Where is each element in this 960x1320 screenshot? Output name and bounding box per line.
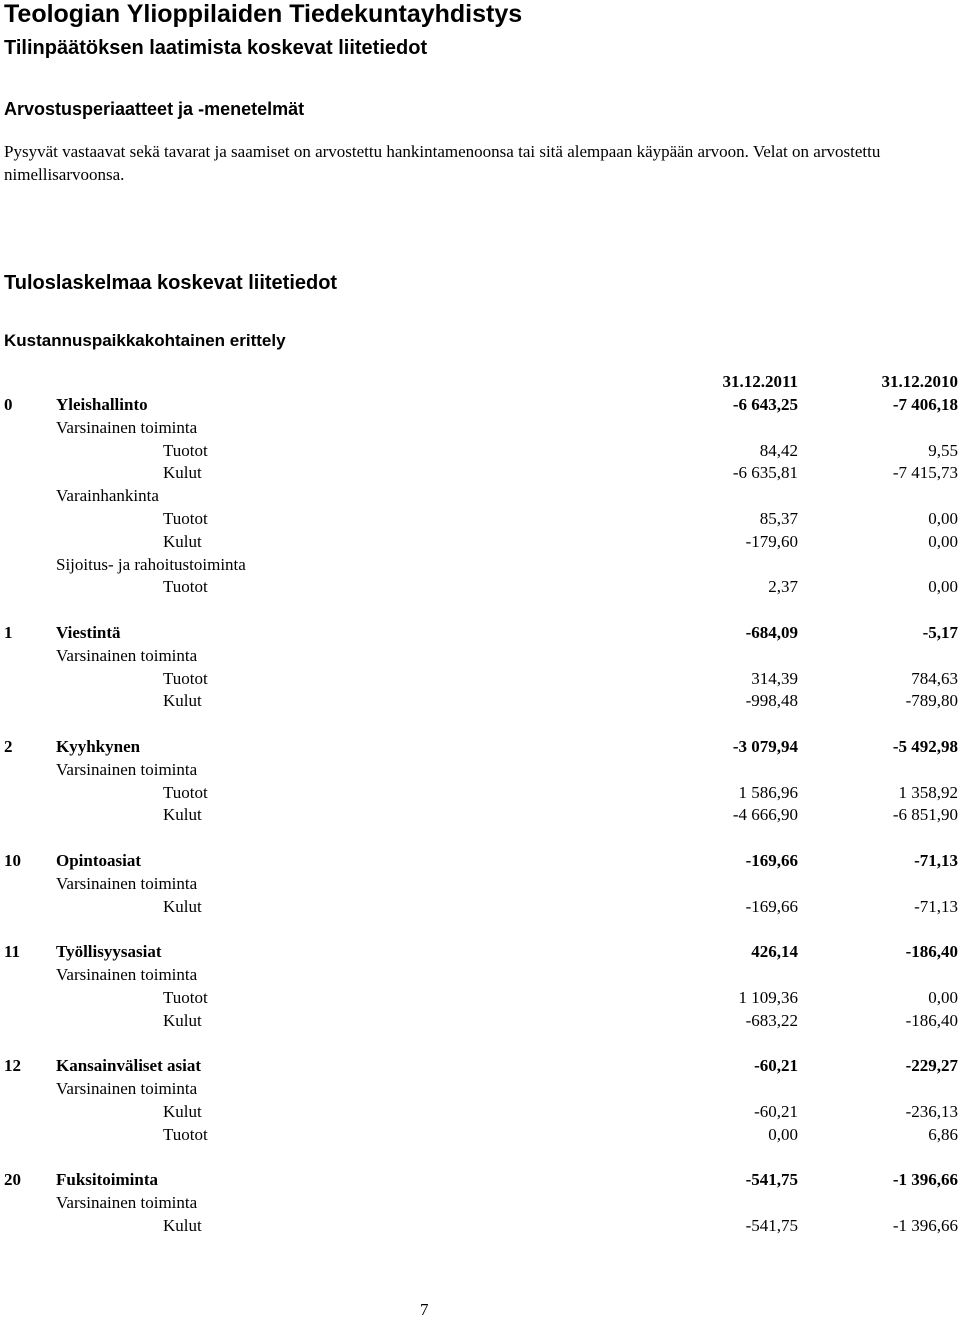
group-row [0, 942, 960, 965]
value-2011: -6 635,81 [732, 463, 798, 482]
value-2011: 426,14 [751, 942, 798, 961]
subgroup-row [0, 965, 960, 988]
cost-center-code: 11 [4, 942, 21, 961]
value-2010: 1 358,92 [898, 783, 958, 802]
value-2010: 0,00 [928, 577, 958, 596]
table-row [0, 532, 960, 555]
activity-label: Sijoitus- ja rahoitustoiminta [56, 555, 246, 574]
value-2010: 0,00 [928, 988, 958, 1007]
cost-center-code: 2 [4, 737, 13, 756]
value-2011: 314,39 [751, 669, 798, 688]
activity-label: Varsinainen toiminta [56, 874, 198, 893]
subgroup-row [0, 760, 960, 783]
value-2010: -789,80 [905, 691, 958, 710]
organization-title: Teologian Ylioppilaiden Tiedekuntayhdistys [4, 0, 523, 28]
table-row [0, 669, 960, 692]
value-2010: -71,13 [914, 851, 958, 870]
table-row [0, 441, 960, 464]
value-2011: -169,66 [745, 851, 798, 870]
value-2011: 85,37 [759, 509, 798, 528]
subgroup-row [0, 1079, 960, 1102]
value-2011: -541,75 [745, 1170, 798, 1189]
item-label: Tuotot [163, 783, 208, 802]
cost-center-code: 1 [4, 623, 13, 642]
item-label: Kulut [163, 532, 202, 551]
value-2011: -998,48 [745, 691, 798, 710]
cost-center-code: 0 [4, 395, 13, 414]
table-row [0, 988, 960, 1011]
value-2011: -179,60 [745, 532, 798, 551]
group-row [0, 1170, 960, 1193]
group-row [0, 851, 960, 874]
value-2010: -1 396,66 [892, 1216, 958, 1235]
item-label: Tuotot [163, 669, 208, 688]
value-2010: -5 492,98 [892, 737, 958, 756]
item-label: Kulut [163, 1011, 202, 1030]
income-statement-heading: Tuloslaskelmaa koskevat liitetiedot [4, 272, 338, 294]
item-label: Kulut [163, 691, 202, 710]
table-row [0, 805, 960, 828]
table-row [0, 509, 960, 532]
value-2010: 6,86 [928, 1125, 958, 1144]
item-label: Tuotot [163, 1125, 208, 1144]
subgroup-row [0, 1193, 960, 1216]
item-label: Kulut [163, 897, 202, 916]
cost-center-code: 12 [4, 1056, 21, 1075]
table-row [0, 783, 960, 806]
cost-center-name: Yleishallinto [56, 395, 148, 414]
table-row [0, 1102, 960, 1125]
value-2010: -186,40 [905, 942, 958, 961]
item-label: Kulut [163, 463, 202, 482]
value-2010: -71,13 [914, 897, 958, 916]
item-label: Tuotot [163, 577, 208, 596]
subgroup-row [0, 555, 960, 578]
item-label: Tuotot [163, 509, 208, 528]
cost-center-code: 20 [4, 1170, 21, 1189]
value-2010: 784,63 [911, 669, 958, 688]
cost-center-subheading: Kustannuspaikkakohtainen erittely [4, 331, 286, 350]
value-2010: -1 396,66 [892, 1170, 958, 1189]
cost-center-name: Työllisyysasiat [56, 942, 162, 961]
item-label: Tuotot [163, 441, 208, 460]
value-2011: 84,42 [759, 441, 798, 460]
table-row [0, 463, 960, 486]
page-number: 7 [420, 1300, 429, 1319]
value-2010: -6 851,90 [892, 805, 958, 824]
cost-center-name: Kansainväliset asiat [56, 1056, 201, 1075]
value-2011: -4 666,90 [732, 805, 798, 824]
value-2011: -169,66 [745, 897, 798, 916]
activity-label: Varsinainen toiminta [56, 646, 198, 665]
value-2011: -684,09 [745, 623, 798, 642]
value-2011: -60,21 [754, 1056, 798, 1075]
activity-label: Varsinainen toiminta [56, 1193, 198, 1212]
value-2011: 1 586,96 [738, 783, 798, 802]
value-2010: -229,27 [905, 1056, 958, 1075]
value-2011: -60,21 [754, 1102, 798, 1121]
group-row [0, 1056, 960, 1079]
group-row [0, 395, 960, 418]
value-2011: -3 079,94 [732, 737, 798, 756]
item-label: Kulut [163, 805, 202, 824]
value-2011: 1 109,36 [738, 988, 798, 1007]
activity-label: Varsinainen toiminta [56, 965, 198, 984]
cost-center-name: Opintoasiat [56, 851, 142, 870]
table-row [0, 1216, 960, 1239]
table-row [0, 1011, 960, 1034]
activity-label: Varsinainen toiminta [56, 760, 198, 779]
table-row [0, 897, 960, 920]
value-2011: -683,22 [745, 1011, 798, 1030]
valuation-paragraph: Pysyvät vastaavat sekä tavarat ja saamiset on arvostettu hankintamenoonsa tai sitä alempaan käypään arvoon. Velat on arvostettu nimellisarvoonsa. [4, 142, 881, 184]
table-row [0, 1125, 960, 1148]
subgroup-row [0, 486, 960, 509]
value-2010: -236,13 [905, 1102, 958, 1121]
cost-center-code: 10 [4, 851, 21, 870]
value-2010: -5,17 [922, 623, 958, 642]
value-2010: 0,00 [928, 509, 958, 528]
value-2011: -541,75 [745, 1216, 798, 1235]
cost-center-name: Viestintä [56, 623, 121, 642]
column-header-2010: 31.12.2010 [881, 372, 958, 391]
item-label: Tuotot [163, 988, 208, 1007]
value-2011: 0,00 [768, 1125, 798, 1144]
activity-label: Varsinainen toiminta [56, 418, 198, 437]
value-2010: -7 406,18 [892, 395, 958, 414]
value-2010: -186,40 [905, 1011, 958, 1030]
cost-center-name: Kyyhkynen [56, 737, 141, 756]
group-row [0, 623, 960, 646]
value-2010: 0,00 [928, 532, 958, 551]
value-2010: -7 415,73 [892, 463, 958, 482]
item-label: Kulut [163, 1102, 202, 1121]
column-header-2011: 31.12.2011 [722, 372, 798, 391]
table-row [0, 577, 960, 600]
document-title: Tilinpäätöksen laatimista koskevat liitetiedot [4, 37, 428, 59]
valuation-heading: Arvostusperiaatteet ja -menetelmät [4, 99, 305, 119]
cost-center-name: Fuksitoiminta [56, 1170, 159, 1189]
subgroup-row [0, 418, 960, 441]
subgroup-row [0, 646, 960, 669]
activity-label: Varsinainen toiminta [56, 1079, 198, 1098]
item-label: Kulut [163, 1216, 202, 1235]
value-2011: -6 643,25 [732, 395, 798, 414]
table-header-row [0, 372, 960, 395]
value-2011: 2,37 [768, 577, 798, 596]
subgroup-row [0, 874, 960, 897]
value-2010: 9,55 [928, 441, 958, 460]
activity-label: Varainhankinta [56, 486, 159, 505]
table-row [0, 691, 960, 714]
group-row [0, 737, 960, 760]
